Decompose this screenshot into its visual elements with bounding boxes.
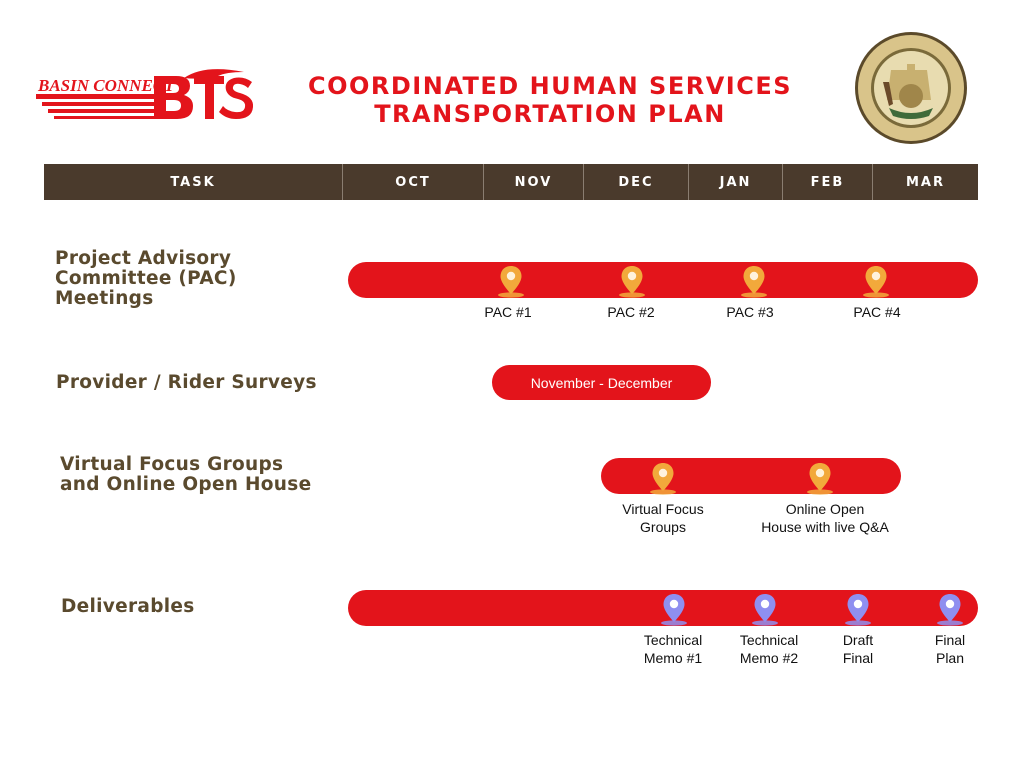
title-line-2: TRANSPORTATION PLAN (374, 100, 726, 128)
milestone-label-pac-2: PAC #2 (607, 304, 655, 320)
milestone-label-virtual-focus-groups: Virtual Focus Groups (622, 501, 704, 535)
task-provider-rider-surveys (56, 373, 317, 393)
svg-text:BASIN CONNECT: BASIN CONNECT (38, 76, 175, 95)
map-pin-icon (648, 461, 678, 495)
header-month-mar: MAR (905, 174, 945, 190)
task-line: Virtual Focus Groups (60, 454, 284, 475)
header-task: TASK (44, 164, 343, 200)
timeline-header (44, 164, 978, 200)
map-pin-icon (935, 592, 965, 626)
page-title (280, 72, 820, 128)
task-deliverables (61, 597, 195, 617)
map-pin-icon (843, 592, 873, 626)
milestone-label-online-open-house: Online Open House with live Q&A (761, 501, 889, 535)
map-pin-icon (617, 264, 647, 298)
task-line: Meetings (55, 288, 154, 309)
header-month-jan: JAN (689, 164, 783, 200)
header-month-feb: FEB (783, 164, 873, 200)
milestone-label-pac-4: PAC #4 (853, 304, 901, 320)
task-line: Committee (PAC) (55, 268, 237, 289)
basin-connect-bts-logo (34, 64, 254, 126)
map-pin-icon (739, 264, 769, 298)
klamath-tribes-seal (853, 30, 969, 146)
map-pin-icon (496, 264, 526, 298)
map-pin-icon (805, 461, 835, 495)
milestone-label-draft-final: Draft Final (842, 632, 874, 666)
map-pin-icon (861, 264, 891, 298)
milestone-label-final-plan: Final Plan (934, 632, 966, 666)
surveys-bar-label: November - December (530, 374, 673, 391)
task-line: Deliverables (61, 596, 195, 617)
task-pac-meetings (55, 249, 237, 309)
map-pin-icon (659, 592, 689, 626)
task-focus-groups-open-house (60, 455, 311, 495)
task-line: and Online Open House (60, 474, 312, 495)
milestone-label-pac-1: PAC #1 (484, 304, 532, 320)
milestone-label-technical-memo-1: Technical Memo #1 (643, 632, 703, 666)
header-month-oct: OCT (343, 164, 484, 200)
milestone-label-technical-memo-2: Technical Memo #2 (739, 632, 799, 666)
header-month-dec: DEC (584, 164, 689, 200)
header-month-nov: NOV (484, 164, 584, 200)
focus-timeline-bar (601, 458, 901, 494)
map-pin-icon (750, 592, 780, 626)
title-line-1: COORDINATED HUMAN SERVICES (307, 72, 793, 100)
task-line: Project Advisory (55, 248, 232, 269)
task-line: Provider / Rider Surveys (56, 372, 317, 393)
milestone-label-pac-3: PAC #3 (726, 304, 774, 320)
